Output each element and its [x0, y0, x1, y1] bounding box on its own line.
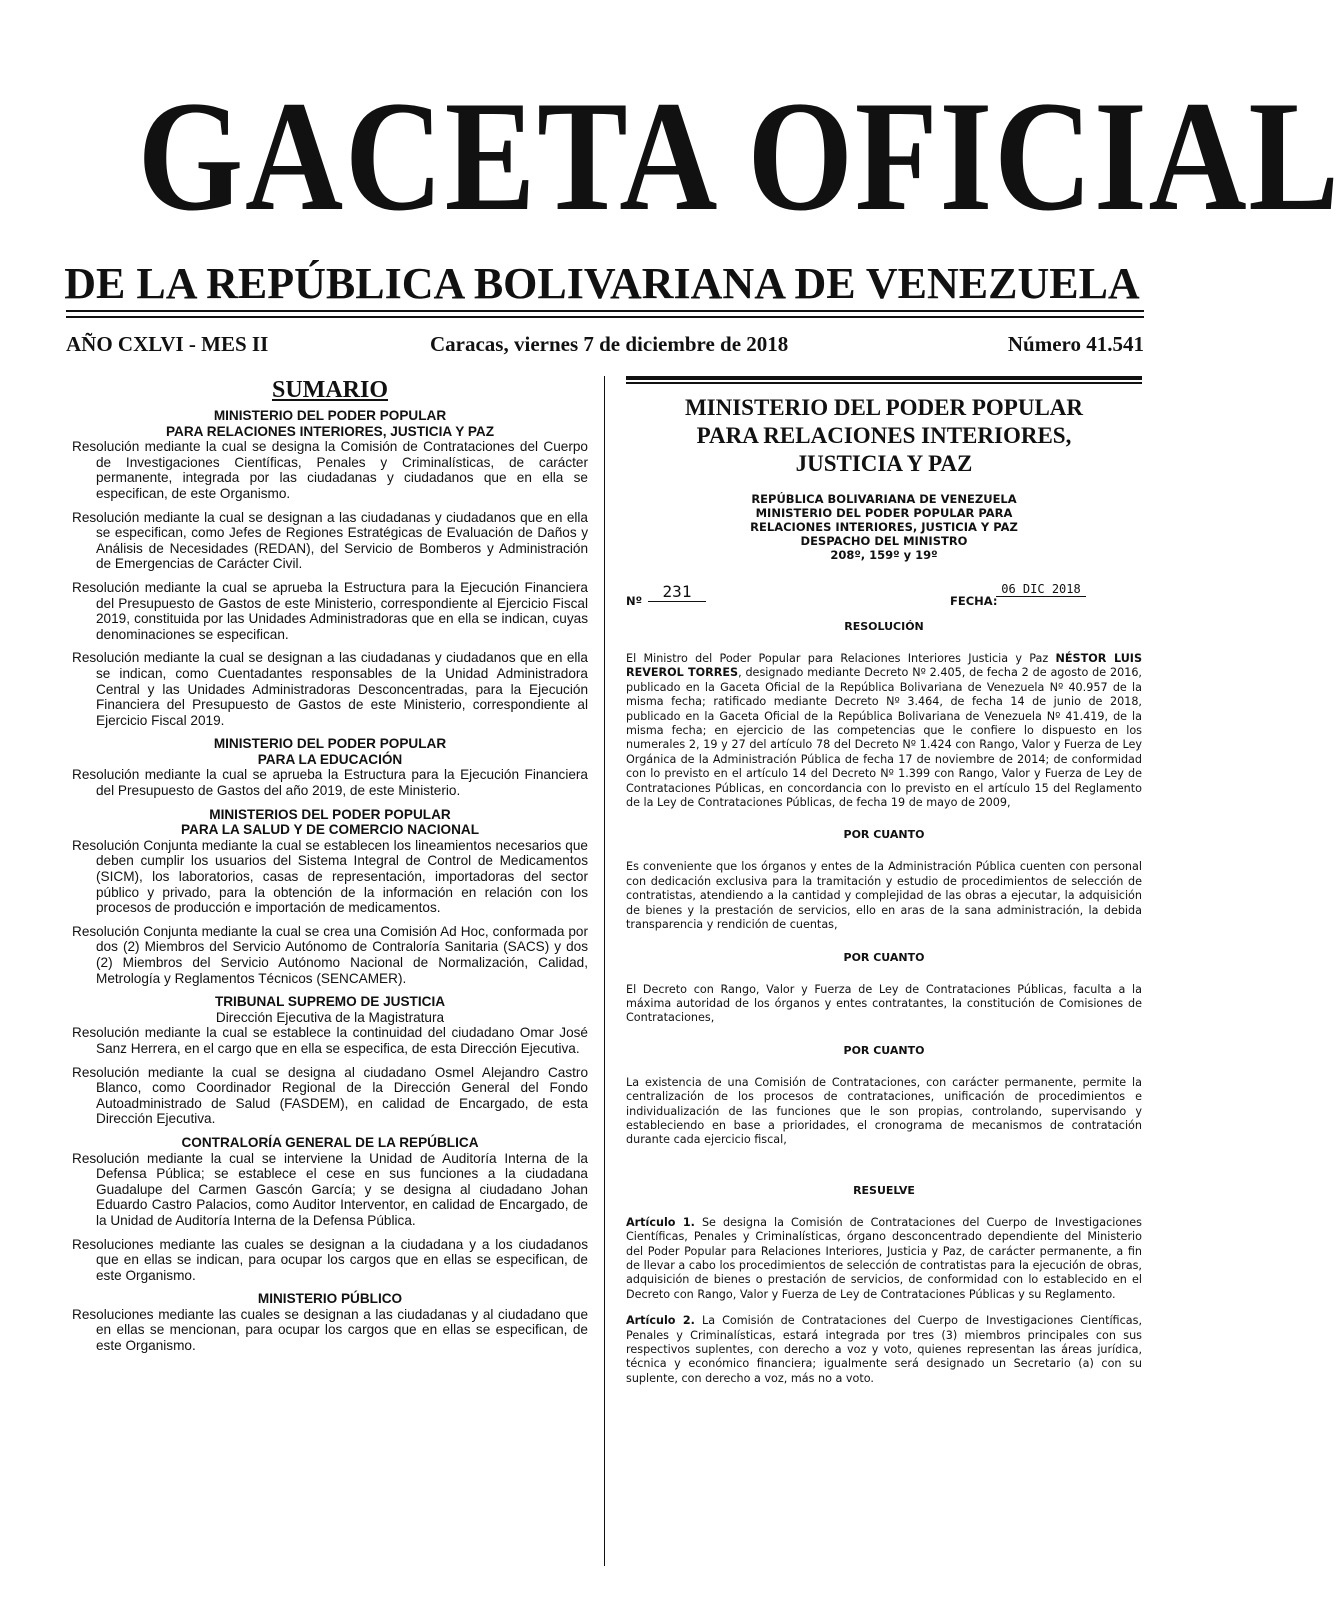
- section-heading-line: MINISTERIO DEL PODER POPULAR: [213, 736, 447, 752]
- letterhead-line: RELACIONES INTERIORES, JUSTICIA Y PAZ: [750, 520, 1018, 534]
- sumario-item: Resolución mediante la cual se establece la continuidad del ciudadano Omar José Sanz Herrera, en el cargo que en ella se especifica, de esta Dirección Ejecutiva.: [72, 1025, 588, 1056]
- sumario-section: [72, 1291, 588, 1353]
- intro-text: El Ministro del Poder Popular para Relaciones Interiores Justicia y Paz: [626, 652, 1056, 665]
- column-divider: [604, 376, 605, 1566]
- section-heading: [72, 1135, 588, 1151]
- article-2: [626, 1314, 1142, 1386]
- letterhead-line: 208º, 159º y 19º: [830, 548, 938, 562]
- section-heading-line: TRIBUNAL SUPREMO DE JUSTICIA: [214, 994, 446, 1010]
- sumario-item: Resolución mediante la cual se designa la Comisión de Contrataciones del Cuerpo de Investigaciones Científicas, Penales y Criminalísticas, de carácter permanente, integrada por las ciudadanas y ciudadanos que en ella se especifican, de este Organismo.: [72, 439, 588, 501]
- ministry-title-line: MINISTERIO DEL PODER POPULAR: [684, 395, 1084, 420]
- sumario-section: [72, 807, 588, 987]
- ministry-title-line: JUSTICIA Y PAZ: [795, 451, 973, 476]
- letterhead: [626, 492, 1142, 562]
- resolution-number: 231: [648, 582, 706, 602]
- header-rule-top: [66, 310, 1144, 312]
- por-cuanto-heading: POR CUANTO: [843, 950, 925, 964]
- sumario-section: [72, 736, 588, 798]
- ministry-title-line: PARA RELACIONES INTERIORES,: [696, 423, 1072, 448]
- por-cuanto-paragraph: El Decreto con Rango, Valor y Fuerza de Ley de Contrataciones Públicas, faculta a la máxima autoridad de los órganos y entes contratantes, la constitución de Comisiones de Contrataciones,: [626, 982, 1142, 1025]
- por-cuanto-heading: POR CUANTO: [843, 828, 925, 842]
- article-text: Se designa la Comisión de Contrataciones del Cuerpo de Investigaciones Científicas, Penales y Criminalísticas, órgano desconcentrado dependiente del Ministerio del Poder Popular para Relaciones Interiores, Justicia y Paz, de carácter permanente, a fin de llevar a cabo los procedimientos de selección de contratistas para la ejecución de obras, adquisición de bienes o prestación de servicios, de conformidad con lo establecido en el Decreto con Rango, Valor y Fuerza de Ley de Contrataciones Públicas y su Reglamento.: [626, 1215, 1143, 1301]
- issue-date: Caracas, viernes 7 de diciembre de 2018: [430, 332, 789, 356]
- date-label: FECHA:: [950, 594, 998, 608]
- sumario-item: Resolución mediante la cual se aprueba la Estructura para la Ejecución Financiera del Presupuesto de Gastos del año 2019, de este Ministerio.: [72, 767, 588, 799]
- section-heading: [72, 994, 588, 1010]
- resolution-intro: [626, 652, 1142, 810]
- sumario-item: Resoluciones mediante las cuales se designan a las ciudadanas y al ciudadano que en ellas se mencionan, para ocupar los cargos que en ellas se especifican, de este Organismo.: [72, 1306, 588, 1354]
- section-heading-line: PARA LA EDUCACIÓN: [257, 751, 403, 767]
- issue-number: Número 41.541: [1007, 332, 1144, 356]
- letterhead-line: REPÚBLICA BOLIVARIANA DE VENEZUELA: [751, 492, 1017, 506]
- article-1: [626, 1216, 1142, 1302]
- por-cuanto-paragraph: Es conveniente que los órganos y entes de la Administración Pública cuenten con personal con dedicación exclusiva para la tramitación y estudio de procedimientos de selección de contratistas, atendiendo a la cantidad y complejidad de las obras a ejecutar, la adquisición de bienes y la prestación de servicios, ello en aras de la sana administración, la debida transparencia y rendición de cuentas,: [626, 860, 1142, 932]
- sumario-item: Resolución Conjunta mediante la cual se establecen los lineamientos necesarios que deben cumplir los usuarios del Sistema Integral de Control de Medicamentos (SICM), los laboratorios, casas de representación, importadoras del sector público y privado, para la obtención de la información en relación con los procesos de producción e importación de medicamentos.: [72, 837, 588, 916]
- section-heading-line: PARA RELACIONES INTERIORES, JUSTICIA Y PAZ: [165, 423, 495, 439]
- sumario-item: Resolución mediante la cual se designa al ciudadano Osmel Alejandro Castro Blanco, como Coordinador Regional de la Dirección General del Fondo Autoadministrado de Salud (FASDEM), en calidad de Encargado, de esta Dirección Ejecutiva.: [72, 1064, 588, 1127]
- resolution-date-stamp: 06 DIC 2018: [996, 582, 1086, 597]
- article-label: Artículo 2.: [626, 1314, 695, 1328]
- por-cuanto-heading: POR CUANTO: [843, 1043, 925, 1057]
- issue-year: AÑO CXLVI - MES II: [66, 332, 269, 356]
- resolution-number-row: [626, 576, 1142, 614]
- sumario-section: [72, 1135, 588, 1283]
- intro-text-cont: , designado mediante Decreto Nº 2.405, de fecha 2 de agosto de 2016, publicado en la Gaceta Oficial de la República Bolivariana de Venezuela Nº 40.957 de la misma fecha; ratificado mediante Decreto Nº 3.464, de fecha 14 de junio de 2018, publicado en la Gaceta Oficial de la República Bolivariana de Venezuela Nº 41.419, de la misma fecha; en ejercicio de las competencias que le confiere lo dispuesto en los numerales 2, 19 y 27 del artículo 78 del Decreto Nº 1.424 con Rango, Valor y Fuerza de Ley Orgánica de la Administración Pública de fecha 17 de noviembre de 2014; de conformidad con lo previsto en el artículo 14 del Decreto Nº 1.399 con Rango, Valor y Fuerza de Ley de Contrataciones Públicas, en concordancia con lo previsto en el artículo 15 del Reglamento de la Ley de Contrataciones Públicas, de fecha 19 de mayo de 2009,: [626, 666, 1142, 810]
- masthead-subtitle: DE LA REPÚBLICA BOLIVARIANA DE VENEZUELA: [64, 259, 1140, 308]
- section-heading-line: MINISTERIOS DEL PODER POPULAR: [209, 806, 451, 822]
- sumario-item: Resolución mediante la cual se interviene la Unidad de Auditoría Interna de la Defensa Pública; se establece el cese en sus funciones a la ciudadana Guadalupe del Carmen Gascón García; y se designa al ciudadano Johan Eduardo Castro Palacios, como Auditor Interventor, en calidad de Encargado, de la Unidad de Auditoría Interna de la Defensa Pública.: [72, 1150, 588, 1228]
- section-heading: [72, 408, 588, 439]
- article-label: Artículo 1.: [626, 1215, 695, 1229]
- sumario-section: [72, 408, 588, 728]
- section-heading-line: CONTRALORÍA GENERAL DE LA REPÚBLICA: [181, 1134, 479, 1150]
- sumario-column: [72, 376, 588, 1362]
- article-text: La Comisión de Contrataciones del Cuerpo de Investigaciones Científicas, Penales y Criminalísticas, estará integrada por tres (3) miembros principales con sus respectivos suplentes, con derecho a voz y voto, quienes representan las áreas jurídica, técnica y económico financiera; igualmente será designado un Secretario (a) con su suplente, con derecho a voz, más no a voto.: [626, 1314, 1142, 1385]
- top-bar-thick: [626, 376, 1142, 380]
- issue-meta: [66, 332, 1144, 360]
- minister-name: NÉSTOR LUIS REVEROL TORRES: [626, 652, 1142, 680]
- por-cuanto-paragraph: La existencia de una Comisión de Contrataciones, con carácter permanente, permite la centralización de los procesos de contrataciones, unificación de procedimientos e individualización de las funciones que le son propias, controlando, supervisando y estableciendo en base a prioridades, el cronograma de mecanismos de contratación durante cada ejercicio fiscal,: [626, 1075, 1142, 1147]
- sumario-section: [72, 994, 588, 1127]
- masthead-title: GACETA OFICIAL: [137, 69, 1341, 244]
- section-heading: [72, 1291, 588, 1307]
- resolution-heading: RESOLUCIÓN: [844, 620, 924, 633]
- sumario-item: Resolución mediante la cual se designan a las ciudadanas y ciudadanos que en ella se especifican, como Jefes de Regiones Estratégicas de Evaluación de Daños y Análisis de Necesidades (REDAN), del Servicio de Bomberos y Administración de Emergencias de Carácter Civil.: [72, 509, 588, 572]
- resuelve-heading: RESUELVE: [853, 1183, 915, 1197]
- letterhead-line: MINISTERIO DEL PODER POPULAR PARA: [755, 506, 1013, 520]
- section-heading-line: PARA LA SALUD Y DE COMERCIO NACIONAL: [180, 822, 480, 838]
- number-label: Nº: [626, 594, 643, 608]
- section-heading-line: MINISTERIO PÚBLICO: [257, 1291, 403, 1307]
- section-heading-line: MINISTERIO DEL PODER POPULAR: [213, 408, 447, 423]
- ministry-title: [626, 394, 1142, 478]
- header-rule-bottom: [66, 316, 1144, 318]
- sumario-item: Resolución Conjunta mediante la cual se crea una Comisión Ad Hoc, conformada por dos (2) Miembros del Servicio Autónomo de Contraloría Sanitaria (SACS) y dos (2) Miembros del Servicio Autónomo Nacional de Normalización, Calidad, Metrología y Reglamentos Técnicos (SENCAMER).: [72, 923, 588, 986]
- sumario-item: Resoluciones mediante las cuales se designan a la ciudadana y a los ciudadanos que en ellas se indican, para ocupar los cargos que en ellas se especifican, de este Organismo.: [72, 1236, 588, 1283]
- sumario-item: Resolución mediante la cual se aprueba la Estructura para la Ejecución Financiera del Presupuesto de Gastos de este Ministerio, correspondiente al Ejercicio Fiscal 2019, constituida por las Unidades Administradoras que en ella se indican, cuyas denominaciones se especifican.: [72, 579, 588, 642]
- section-heading: [72, 807, 588, 838]
- section-subheading: Dirección Ejecutiva de la Magistratura: [215, 1009, 445, 1025]
- resolution-column: [626, 376, 1142, 1386]
- top-bar-thin: [626, 382, 1142, 384]
- sumario-title: SUMARIO: [271, 377, 388, 403]
- section-heading: [72, 736, 588, 767]
- letterhead-line: DESPACHO DEL MINISTRO: [800, 534, 968, 548]
- sumario-item: Resolución mediante la cual se designan a las ciudadanas y ciudadanos que en ella se indican, como Cuentadantes responsables de la Unidad Administradora Central y las Unidades Administradoras Desconcentradas, para la Ejecución Financiera del Presupuesto de Gastos de este Ministerio, correspondiente al Ejercicio Fiscal 2019.: [72, 650, 588, 728]
